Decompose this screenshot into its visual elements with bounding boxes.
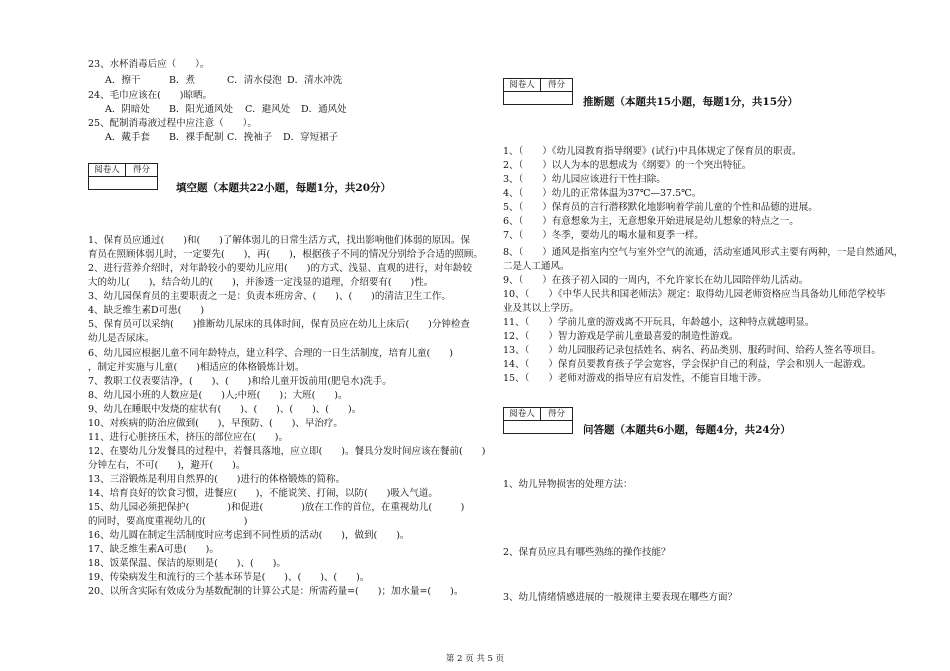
fill-line: 7、教职工仪表要洁净，( )、( )和给儿童开饭前用(肥皂水)洗手。 xyxy=(88,376,392,387)
judge-line: 10、（ ）《中华人民共和国老师法》规定：取得幼儿园老师资格应当具备幼儿师范学校毕 xyxy=(503,289,886,300)
fill-line: 3、幼儿园保育员的主要职责之一是：负责本班房舍、( )、( )的清洁卫生工作。 xyxy=(88,291,451,302)
score-label: 得分 xyxy=(540,408,572,420)
mc-option: D．通风处 xyxy=(301,104,347,115)
qa-question: 3、幼儿情绪情感进展的一般规律主要表现在哪些方面？ xyxy=(503,592,738,603)
section-title-fill-in: 填空题（本题共22小题，每题1分，共20分） xyxy=(176,182,392,194)
fill-line: 10、对疾病的防治应做到( )，早预防、( )、早治疗。 xyxy=(88,418,343,429)
judge-line: 1、（ ）《幼儿园教育指导纲要》(试行)中具体规定了保育员的职责。 xyxy=(503,146,802,157)
fill-line: 6、幼儿园应根据儿童不同年龄特点，建立科学、合理的一日生活制度，培育儿童( ) xyxy=(88,348,453,359)
judge-line: 11、（ ）学前儿童的游戏离不开玩具，年龄越小，这种特点就越明显。 xyxy=(503,317,815,328)
mc-option: B．阳光通风处 xyxy=(169,104,233,115)
reviewer-label: 阅卷人 xyxy=(509,409,535,419)
judge-line: 9、（ ）在孩子初入园的一周内，不允许家长在幼儿园陪伴幼儿活动。 xyxy=(503,275,809,286)
mc-option: A．阴暗处 xyxy=(105,104,150,115)
fill-line: 8、幼儿园小班的人数应是( )人;中班( )；大班( )。 xyxy=(88,390,348,401)
fill-line: 19、传染病发生和流行的三个基本环节是( )、( )、( )。 xyxy=(88,572,370,583)
fill-line: 的同时，要高度重视幼儿的( ) xyxy=(88,516,248,527)
section-title-judgement: 推断题（本题共15小题，每题1分，共15分） xyxy=(583,96,799,108)
qa-question: 1、幼儿异物损害的处理方法： xyxy=(503,479,633,490)
score-label: 得分 xyxy=(125,164,157,176)
fill-line: 16、幼儿圆在制定生活制度时应考虑到不同性质的活动( )，做到( )。 xyxy=(88,530,410,541)
judge-line: 4、（ ）幼儿的正常体温为37℃—37.5℃。 xyxy=(503,188,702,199)
judge-line: 8、（ ）通风是指室内空气与室外空气的流通，活动室通风形式主要有两种，一是自然通风， xyxy=(503,247,904,258)
fill-line: 5、保育员可以采纳( )推断幼儿尿床的具体时间，保育员应在幼儿上床后( )分钟检查 xyxy=(88,319,470,330)
fill-line: 大的幼儿( )，结合幼儿的( )，并渗透一定浅显的道理，介绍要有( )性。 xyxy=(88,277,434,288)
mc-question-23: 23、水杯消毒后应（ ）。 xyxy=(88,59,210,70)
fill-line: 1、保育员应通过( )和( )了解体弱儿的日常生活方式，找出影响他们体弱的原因。保 xyxy=(88,235,470,246)
fill-line: 11、进行心脏挤压术，挤压的部位应在( )。 xyxy=(88,432,289,443)
fill-line: 幼儿是否尿床。 xyxy=(88,333,155,344)
fill-line: 12、在婴幼儿分发餐具的过程中，若餐具落地，应立即( )。餐具分发时间应该在餐前( ) xyxy=(88,446,486,457)
mc-option: D．清水冲洗 xyxy=(287,75,343,86)
mc-option: C．避风处 xyxy=(245,104,291,115)
mc-options-23 xyxy=(105,76,342,86)
reviewer-label: 阅卷人 xyxy=(94,165,120,175)
fill-line: 14、培育良好的饮食习惯，进餐应( )，不能说笑、打闹，以防( )吸入气道。 xyxy=(88,488,438,499)
fill-line: 分钟左右，不可( )，避开( )。 xyxy=(88,460,246,471)
mc-option: C．清水侵泡 xyxy=(227,75,282,86)
score-box xyxy=(503,407,573,434)
fill-line: 育员在照顾体弱儿时，一定要先( )，再( )，根据孩子不同的情况分别给予合适的照顾。 xyxy=(88,249,483,260)
mc-option: C．挽袖子 xyxy=(227,132,273,143)
fill-line: 13、三浴锻炼是利用自然界的( )进行的体格锻炼的简称。 xyxy=(88,474,346,485)
mc-options-25 xyxy=(105,133,338,143)
mc-option: B．煮 xyxy=(169,75,195,86)
judge-line: 6、（ ）有意想象为主，无意想象开始进展是幼儿想象的特点之一。 xyxy=(503,216,799,227)
fill-line: 18、饭菜保温、保洁的原则是( )、( )。 xyxy=(88,558,286,569)
fill-line: 17、缺乏维生素A可患( )。 xyxy=(88,544,219,555)
fill-line: ，制定并实施与儿童( )相适应的体格锻炼计划。 xyxy=(88,362,305,373)
fill-line: 4、缺乏维生素D可患( ) xyxy=(88,305,205,316)
reviewer-label: 阅卷人 xyxy=(509,80,535,90)
score-box xyxy=(88,163,158,190)
fill-line: 15、幼儿园必须把保护( )和促进( )放在工作的首位，在重视幼儿( ) xyxy=(88,502,465,513)
mc-option: A．擦干 xyxy=(105,75,141,86)
page-footer: 第 2 页 共 5 页 xyxy=(445,654,505,664)
judge-line: 13、（ ）幼儿园服药记录包括姓名、病名、药品类别、服药时间、给药人签名等项目。 xyxy=(503,345,881,356)
mc-question-25: 25、配制消毒液过程中应注意（ ）。 xyxy=(88,118,257,129)
mc-question-24: 24、毛巾应该在( )晾晒。 xyxy=(88,90,213,101)
judge-line: 15、（ ）老师对游戏的指导应有启发性，不能盲目地干涉。 xyxy=(503,373,767,384)
judge-line: 业及其以上学历。 xyxy=(503,303,580,314)
judge-line: 5、（ ）保育员的言行潜移默化地影响着学前儿童的个性和品德的进展。 xyxy=(503,202,818,213)
section-title-qa: 问答题（本题共6小题，每题4分，共24分） xyxy=(583,424,791,436)
judge-line: 3、（ ）幼儿园应该进行干性扫除。 xyxy=(503,174,666,185)
fill-line: 20、以所含实际有效成分为基数配制的计算公式是：所需药量=( )；加水量=( )。 xyxy=(88,586,464,597)
mc-option: A．戴手套 xyxy=(105,132,150,143)
mc-options-24 xyxy=(105,105,347,115)
qa-question: 2、保育员应具有哪些熟练的操作技能？ xyxy=(503,547,671,558)
fill-line: 9、幼儿在睡眠中发烧的症状有( )、( )、( )、( )。 xyxy=(88,404,362,415)
score-box xyxy=(503,78,573,105)
fill-line: 2、进行营养介绍时，对年龄较小的要幼儿应用( )的方式、浅显、直观的进行，对年龄较 xyxy=(88,263,472,274)
judge-line: 7、（ ）冬季，要幼儿的喝水量和夏季一样。 xyxy=(503,230,704,241)
judge-line: 14、（ ）保育员要教育孩子学会宽容，学会保护自己的利益，学会和别人一起游戏。 xyxy=(503,359,872,370)
mc-option: B．裸手配制 xyxy=(169,132,224,143)
score-label: 得分 xyxy=(540,79,572,91)
mc-option: D．穿短裙子 xyxy=(283,132,339,143)
judge-line: 二是人工通风。 xyxy=(503,261,570,272)
judge-line: 12、（ ）智力游戏是学前儿童最喜爱的制造性游戏。 xyxy=(503,331,739,342)
judge-line: 2、（ ）以人为本的思想成为《纲要》的一个突出特征。 xyxy=(503,160,752,171)
